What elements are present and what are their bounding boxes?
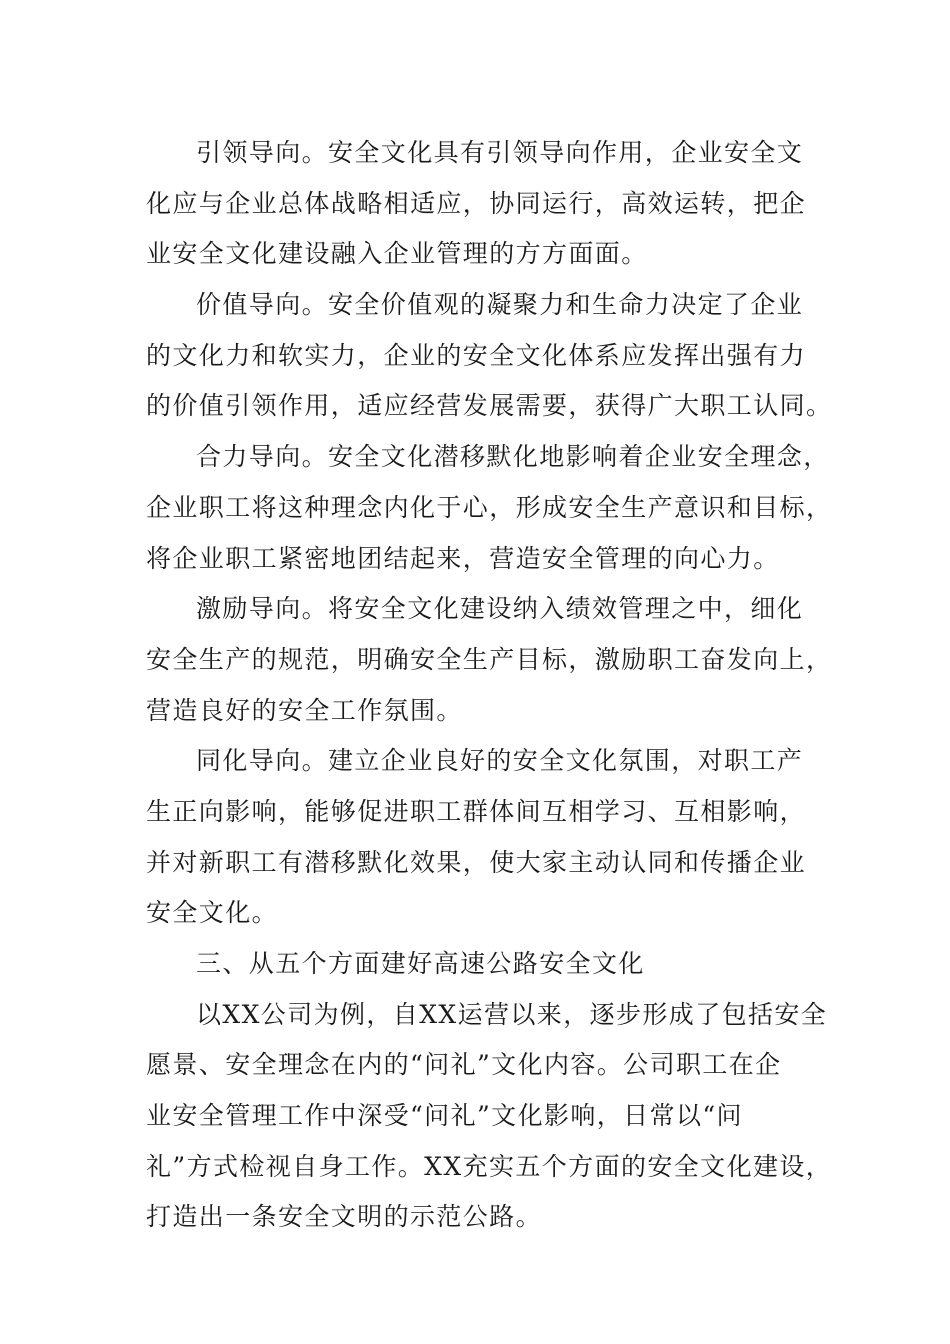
paragraph-value-line-3: 的价值引领作用，适应经营发展需要，获得广大职工认同。 xyxy=(146,391,833,421)
paragraph-example-line-1: 以XX公司为例，自XX运营以来，逐步形成了包括安全 xyxy=(196,999,828,1029)
paragraph-guidance-line-3: 业安全文化建设融入企业管理的方方面面。 xyxy=(146,239,648,269)
paragraph-example-line-3: 业安全管理工作中深受“问礼”文化影响，日常以“问 xyxy=(146,1101,743,1131)
paragraph-synergy-line-3: 将企业职工紧密地团结起来，营造安全管理的向心力。 xyxy=(146,543,780,573)
paragraph-guidance-line-2: 化应与企业总体战略相适应，协同运行，高效运转，把企 xyxy=(146,188,807,218)
paragraph-assimilation-line-2: 生正向影响，能够促进职工群体间互相学习、互相影响， xyxy=(146,796,807,826)
paragraph-incentive-line-3: 营造良好的安全工作氛围。 xyxy=(146,695,463,725)
paragraph-value-line-2: 的文化力和软实力，企业的安全文化体系应发挥出强有力 xyxy=(146,340,807,370)
paragraph-incentive-line-1: 激励导向。将安全文化建设纳入绩效管理之中，细化 xyxy=(196,594,804,624)
paragraph-synergy-line-1: 合力导向。安全文化潜移默化地影响着企业安全理念， xyxy=(196,442,830,472)
paragraph-assimilation-line-1: 同化导向。建立企业良好的安全文化氛围，对职工产 xyxy=(196,746,804,776)
paragraph-example-line-2: 愿景、安全理念在内的“问礼”文化内容。公司职工在企 xyxy=(146,1050,782,1080)
paragraph-assimilation-line-4: 安全文化。 xyxy=(146,898,279,928)
paragraph-incentive-line-2: 安全生产的规范，明确安全生产目标，激励职工奋发向上， xyxy=(146,644,833,674)
paragraph-example-line-5: 打造出一条安全文明的示范公路。 xyxy=(146,1202,543,1232)
document-body xyxy=(146,128,833,1243)
paragraph-guidance-line-1: 引领导向。安全文化具有引领导向作用，企业安全文 xyxy=(196,138,804,167)
paragraph-value-line-1: 价值导向。安全价值观的凝聚力和生命力决定了企业 xyxy=(196,290,804,320)
paragraph-assimilation-line-3: 并对新职工有潜移默化效果，使大家主动认同和传播企业 xyxy=(146,847,807,877)
paragraph-example-line-4: 礼”方式检视自身工作。XX充实五个方面的安全文化建设， xyxy=(146,1151,833,1181)
section-heading: 三、从五个方面建好高速公路安全文化 xyxy=(196,949,645,978)
paragraph-synergy-line-2: 企业职工将这种理念内化于心，形成安全生产意识和目标， xyxy=(146,492,833,522)
